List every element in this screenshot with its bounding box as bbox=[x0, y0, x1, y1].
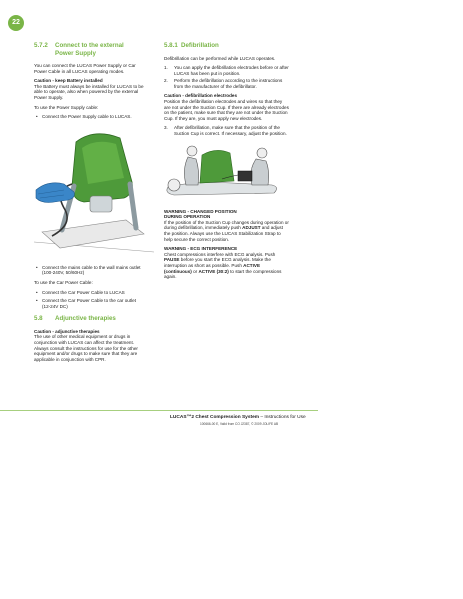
lucas-device-illustration bbox=[34, 124, 154, 259]
warning-heading: WARNING - ECG INTERFERENCE bbox=[164, 246, 238, 252]
pause-key-label: PAUSE bbox=[164, 257, 180, 263]
section-title: Adjunctive therapies bbox=[55, 315, 116, 323]
caution-heading: Caution - adjunctive therapies bbox=[34, 328, 100, 334]
power-supply-instructions-label: To use the Power Supply cable: bbox=[34, 104, 99, 110]
warning-heading-line-2: DURING OPERATION bbox=[164, 214, 211, 220]
footer-product-title bbox=[170, 415, 306, 420]
left-column bbox=[34, 42, 144, 366]
caution-battery bbox=[34, 78, 144, 100]
list-item: • Connect the mains cable to the wall mains outlet (100-240V, 50/60Hz) bbox=[34, 265, 144, 276]
caution-electrodes bbox=[164, 93, 289, 121]
adjust-key-label: ADJUST bbox=[242, 225, 261, 231]
list-item: 3. After defibrillation, make sure that the position of the Suction Cup is correct. If necessary, adjust the position. bbox=[164, 125, 287, 137]
product-name: LUCAS™2 Chest Compression System bbox=[170, 415, 260, 420]
caution-text: Position the defibrillation electrodes and wires so that they are not under the Suction Cup. If there are already electrodes on the patient, make sure that they are not under the Suction Cup. If they are, you must apply new electrodes. bbox=[164, 99, 289, 121]
right-column bbox=[164, 42, 289, 284]
list-item: • Connect the Car Power Cable to LUCAS bbox=[34, 290, 144, 296]
caution-text: The use of other medical equipment or drugs in conjunction with LUCAS can affect the treatment. Always consult the instructions for use for the other equipment and/or drugs to make sure that they are applicable in conjunction with CPR. bbox=[34, 334, 138, 362]
warning-changed-position: WARNING - CHANGED POSITION DURING OPERATION If the position of the Suction Cup changes during operation or during defibrillation, immediately push ADJUST and adjust the position. Always use the LUCAS Stabilization Strap to help secure the correct position. bbox=[164, 208, 289, 242]
caution-heading: Caution - defibrillation electrodes bbox=[164, 93, 237, 99]
list-item: 1. You can apply the defibrillation electrodes before or after LUCAS has been put in position. bbox=[164, 65, 289, 76]
warning-ecg-interference: WARNING - ECG INTERFERENCE Chest compressions interfere with ECG analysis. Push PAUSE before you start the ECG analysis. Make the interruption as short as possible. Push ACTIVE (continuous) or ACTIVE (30:2) to start the compressions again. bbox=[164, 246, 289, 280]
footer-divider bbox=[0, 410, 318, 411]
section-number: 5.8 bbox=[34, 315, 43, 323]
car-cable-instructions-label: To use the Car Power Cable: bbox=[34, 279, 93, 285]
section-number: 5.7.2 bbox=[34, 42, 48, 49]
section-title: Defibrillation bbox=[181, 42, 219, 49]
car-cable-steps bbox=[34, 290, 144, 310]
section-title: Connect to the external Power Supply bbox=[55, 42, 124, 57]
power-supply-intro: You can connect the LUCAS Power Supply or Car Power Cable in all LUCAS operating modes. bbox=[34, 63, 136, 74]
footer-suffix: – Instructions for Use bbox=[259, 415, 306, 420]
section-heading-5-8 bbox=[34, 315, 144, 323]
list-item: • Connect the Power Supply cable to LUCAS. bbox=[34, 114, 144, 120]
section-heading-5-7-2 bbox=[34, 42, 144, 57]
defibrillation-intro: Defibrillation can be performed while LUCAS operates. bbox=[164, 55, 276, 61]
active-continuous-key-label: ACTIVE (continuous) bbox=[164, 262, 261, 274]
power-supply-steps bbox=[34, 114, 144, 120]
caution-heading: Caution - keep Battery installed bbox=[34, 78, 103, 84]
mains-steps bbox=[34, 265, 144, 276]
list-item: • Connect the Car Power Cable to the car outlet (12-24V DC) bbox=[34, 298, 144, 309]
caution-text: The Battery must always be installed for LUCAS to be able to operate, also when powered by the external Power Supply. bbox=[34, 83, 144, 100]
page-number-badge: 22 bbox=[8, 15, 24, 31]
defibrillation-scene-illustration bbox=[162, 141, 290, 203]
section-heading-5-8-1 bbox=[164, 42, 289, 50]
defibrillation-steps bbox=[164, 65, 289, 89]
defibrillation-step-3 bbox=[164, 125, 289, 136]
section-number: 5.8.1 bbox=[164, 42, 178, 49]
caution-adjunctive bbox=[34, 329, 144, 363]
footer-document-reference: 100666-00 E, Valid from CO J2387, © 2009 JOLIFE AB bbox=[200, 422, 279, 426]
active-30-2-key-label: ACTIVE (30:2) bbox=[198, 268, 229, 274]
warning-heading: WARNING - CHANGED POSITION bbox=[164, 208, 237, 214]
list-item: 2. Perform the defibrillation according to the instructions from the manufacturer of the defibrillator. bbox=[164, 78, 283, 89]
